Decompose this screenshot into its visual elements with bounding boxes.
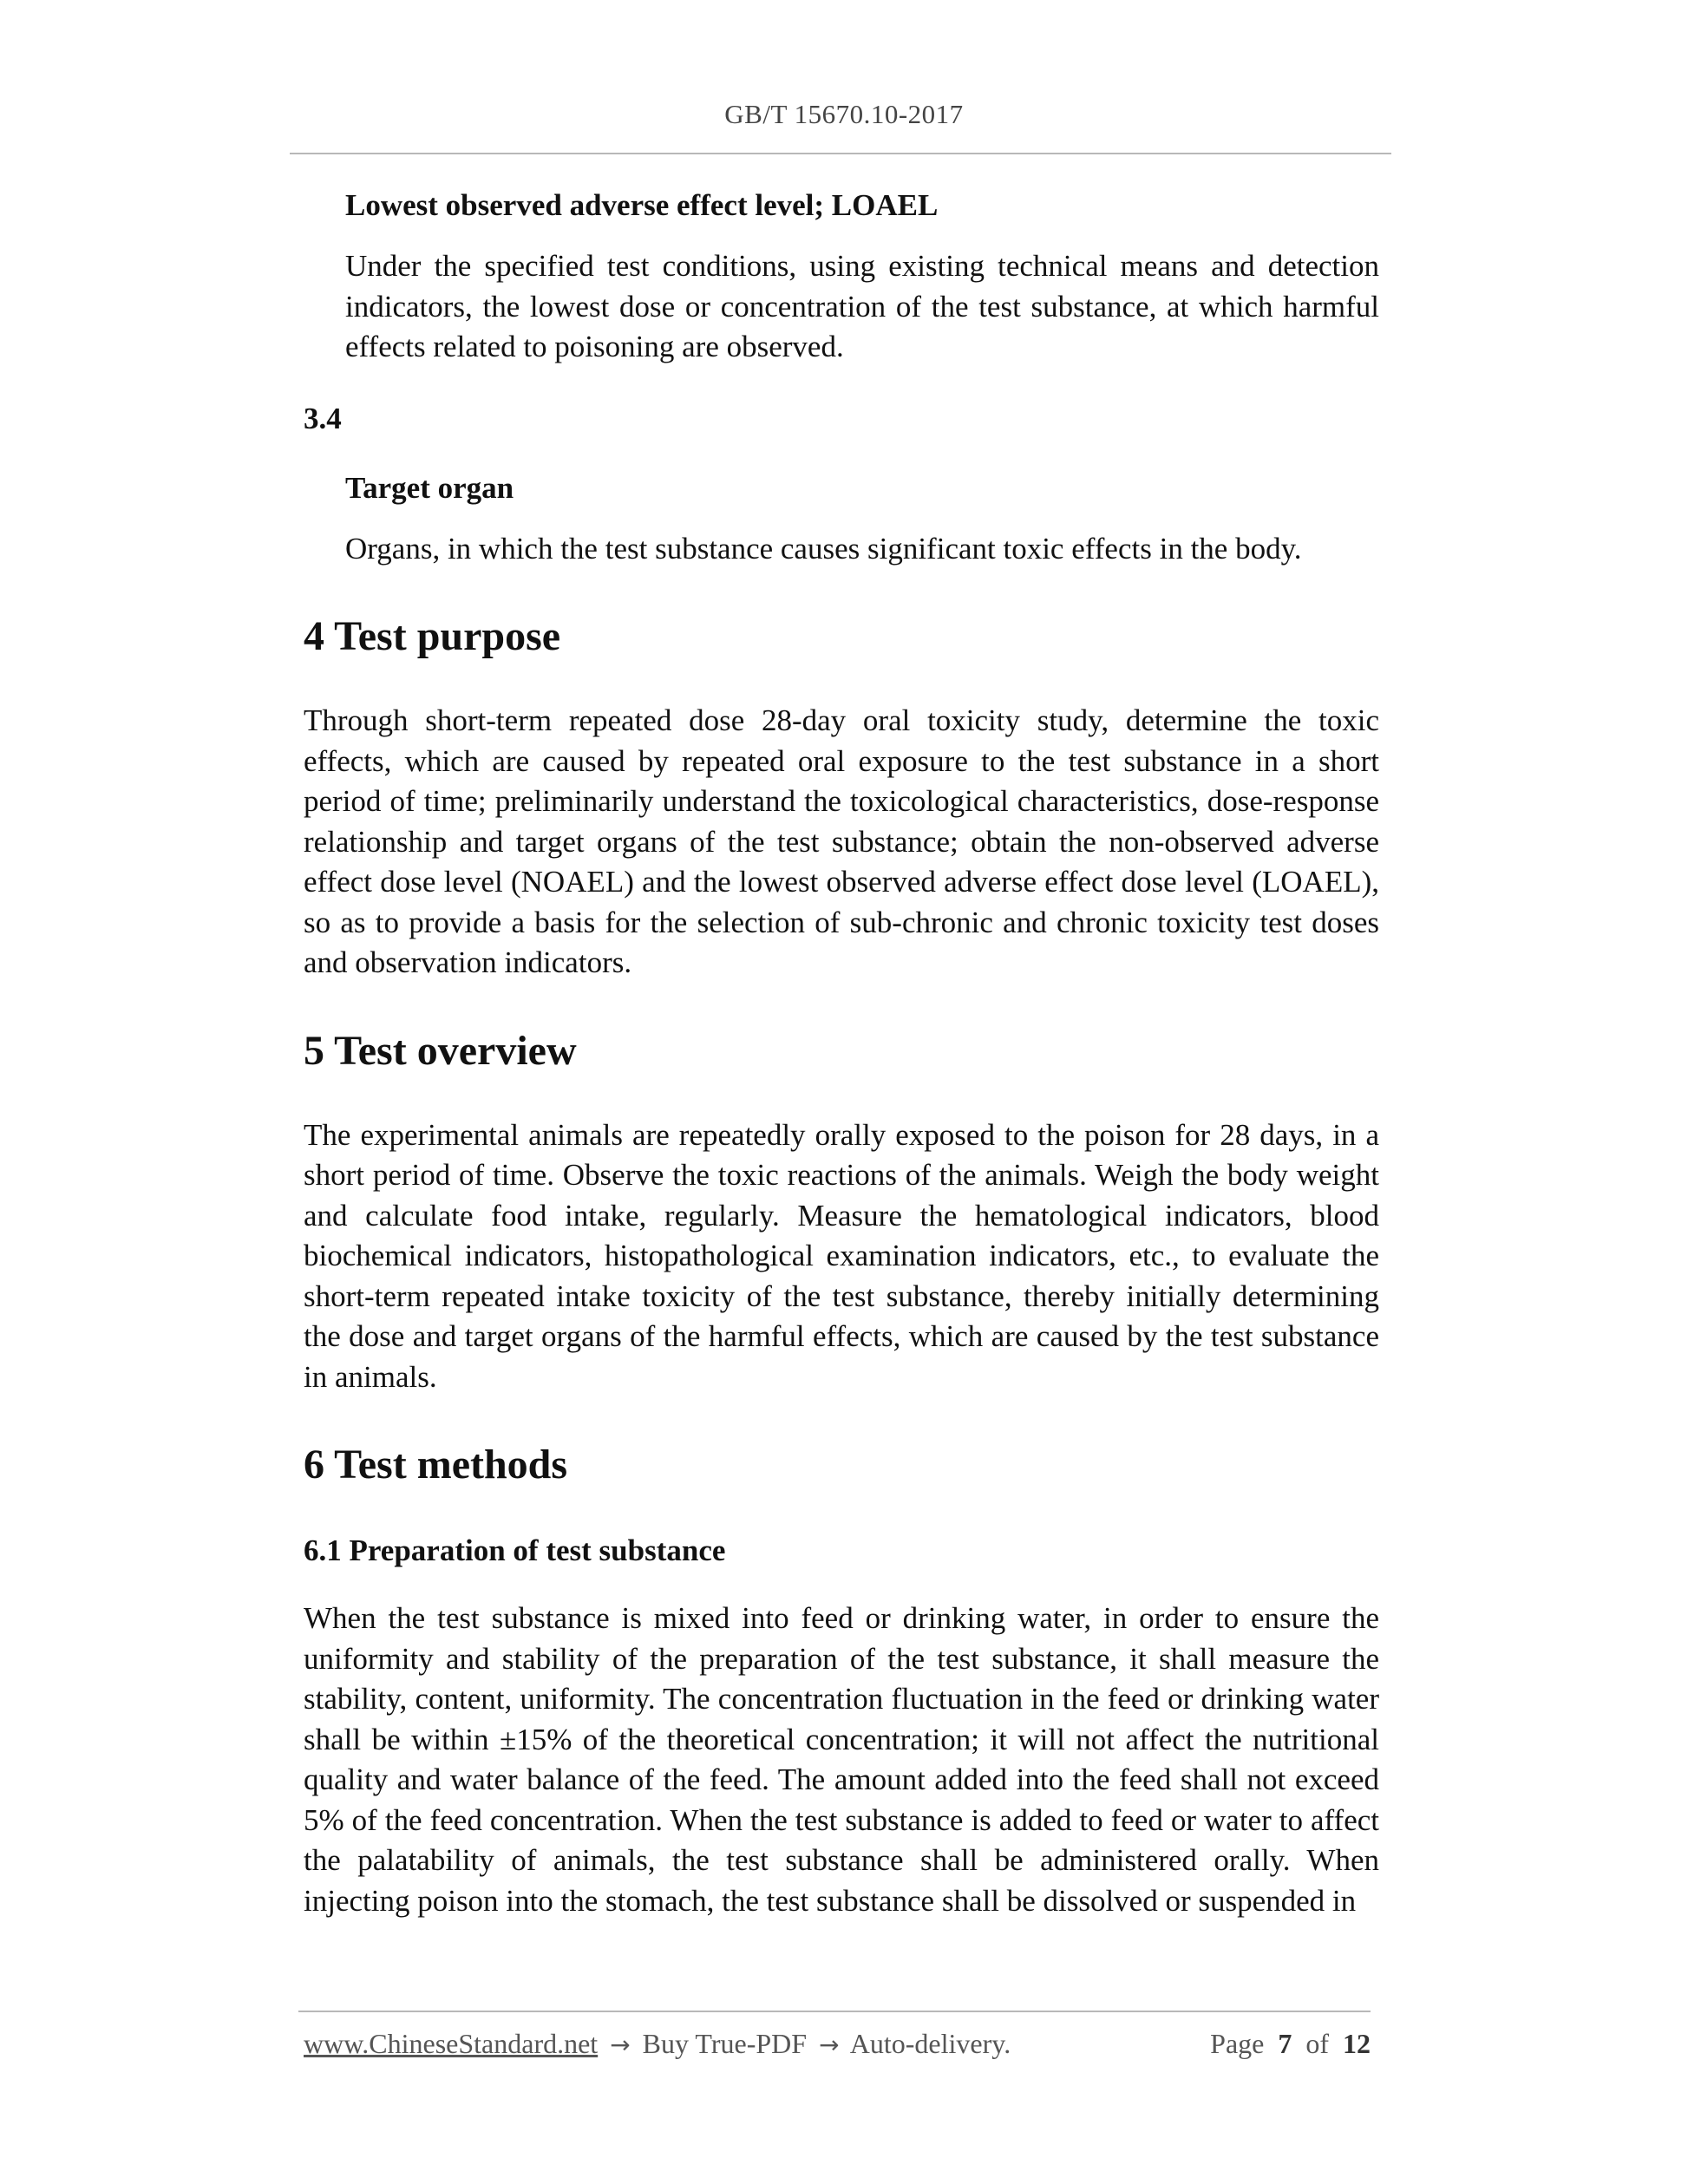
- subsection-6-1-heading: 6.1 Preparation of test substance: [304, 1533, 726, 1567]
- section-6-heading: 6 Test methods: [304, 1442, 568, 1488]
- term-3-3-definition: Under the specified test conditions, using existing technical means and detection indicators, the lowest dose or concentration of the test substance, at which harmful effects related to poisoning are observed.: [345, 249, 1379, 363]
- page-footer: [304, 2028, 1371, 2060]
- section-5-heading: 5 Test overview: [304, 1027, 577, 1074]
- section-4-body: Through short-term repeated dose 28-day oral toxicity study, determine the toxic effects, which are caused by repeated oral exposure to the test substance in a short period of time; preliminarily understand the toxicological characteristics, dose-response relationship and target organs of the test substance; obtain the non-observed adverse effect dose level (NOAEL) and the lowest observed adverse effect dose level (LOAEL), so as to provide a basis for the selection of sub-chronic and chronic toxicity test doses and observation indicators.: [304, 703, 1379, 979]
- term-3-4-title: Target organ: [345, 470, 514, 505]
- buy-true-pdf-text: Buy True-PDF: [642, 2028, 808, 2059]
- term-3-3-block: [345, 184, 1379, 368]
- header-divider: [290, 153, 1391, 154]
- term-3-4-number: 3.4: [304, 401, 342, 435]
- section-5-body: The experimental animals are repeatedly orally exposed to the poison for 28 days, in a short period of time. Observe the toxic reactions of the animals. Weigh the body weight and calculate food intake, regularly. Measure the hematological indicators, blood biochemical indicators, histopathological examination indicators, etc., to evaluate the short-term repeated intake toxicity of the test substance, thereby initially determining the dose and target organs of the harmful effects, which are caused by the test substance in animals.: [304, 1117, 1379, 1394]
- auto-delivery-text: Auto-delivery.: [849, 2028, 1011, 2059]
- header-doc-code: GB/T 15670.10-2017: [724, 99, 964, 129]
- page-total: 12: [1343, 2028, 1371, 2059]
- footer-divider: [298, 2011, 1371, 2012]
- footer-promo: [304, 2028, 1011, 2060]
- arrow-right-icon: →: [819, 2030, 840, 2059]
- subsection-6-1-body: When the test substance is mixed into feed or drinking water, in order to ensure the uniformity and stability of the preparation of the test substance, it shall measure the stability, content, uniformity. The concentration fluctuation in the feed or drinking water shall be within ±15% of the theoretical concentration; it will not affect the nutritional quality and water balance of the feed. The amount added into the feed shall not exceed 5% of the feed concentration. When the test substance is added to feed or water to affect the palatability of animals, the test substance shall be administered orally. When injecting poison into the stomach, the test substance shall be dissolved or suspended in: [304, 1601, 1379, 1918]
- page-current: 7: [1278, 2028, 1292, 2059]
- site-link[interactable]: www.ChineseStandard.net: [304, 2028, 599, 2059]
- page-label: Page: [1210, 2028, 1265, 2059]
- page-content: [304, 184, 1379, 1921]
- arrow-right-icon: →: [610, 2030, 631, 2059]
- page-number: [1210, 2028, 1371, 2060]
- page-of-label: of: [1305, 2028, 1329, 2059]
- term-3-4-block: [345, 467, 1379, 570]
- term-3-3-title: Lowest observed adverse effect level; LOAEL: [345, 188, 939, 222]
- section-4-heading: 4 Test purpose: [304, 613, 561, 659]
- term-3-4-definition: Organs, in which the test substance causes significant toxic effects in the body.: [345, 531, 1302, 566]
